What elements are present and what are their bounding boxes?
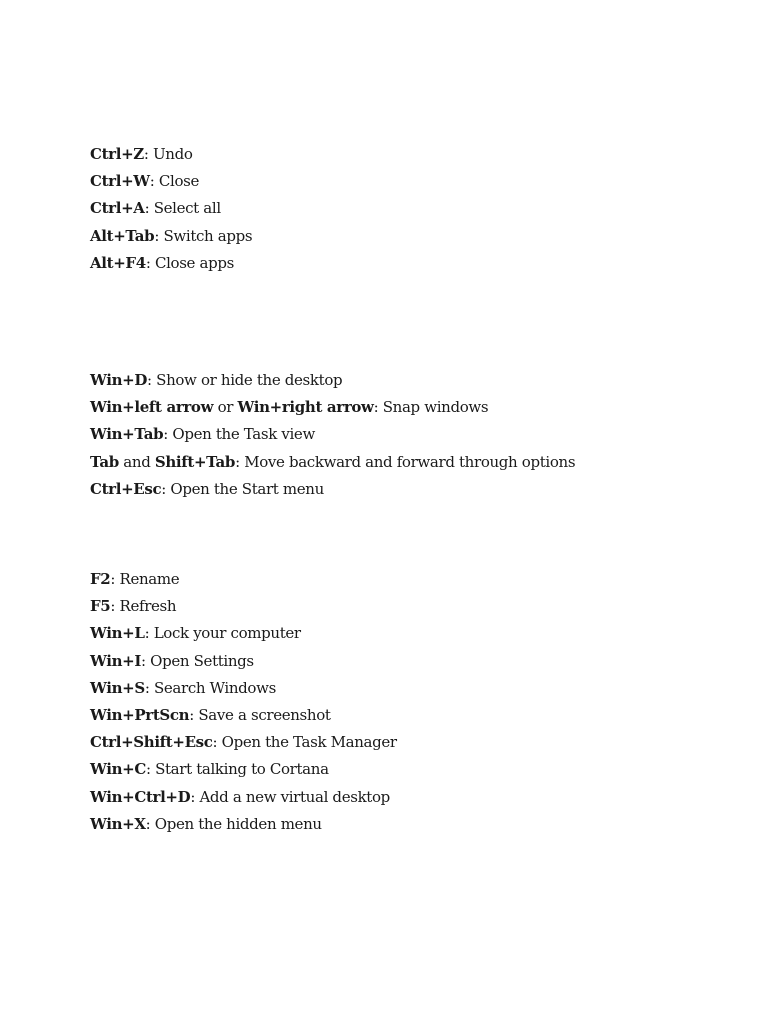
shortcut-keys: Ctrl+Shift+Esc — [90, 733, 213, 752]
connector-text: and — [118, 452, 155, 471]
shortcut-line — [90, 729, 397, 756]
shortcut-keys: Win+Tab — [90, 425, 164, 444]
shortcut-keys: Win+D — [90, 371, 148, 389]
separator: : — [161, 479, 171, 498]
separator: : — [110, 570, 120, 588]
shortcut-keys: F5 — [90, 597, 111, 616]
shortcut-line — [90, 394, 575, 421]
shortcut-description: Start talking to Cortana — [155, 760, 329, 779]
shortcut-line — [90, 168, 252, 195]
shortcut-description: Open the Task Manager — [221, 733, 397, 752]
shortcut-line — [90, 195, 252, 222]
shortcut-line — [90, 449, 575, 476]
separator: : — [149, 172, 159, 191]
separator: : — [141, 651, 151, 670]
shortcut-description: Open the Task view — [172, 425, 315, 444]
shortcut-section-windows — [90, 367, 575, 503]
shortcut-description: Rename — [119, 570, 180, 588]
shortcut-line — [90, 811, 397, 838]
shortcut-keys: Ctrl+A — [90, 199, 145, 218]
shortcut-keys: Win+Ctrl+D — [90, 787, 191, 806]
shortcut-line — [90, 702, 397, 729]
shortcut-line — [90, 421, 575, 448]
separator: : — [145, 253, 155, 272]
shortcut-description: Select all — [153, 199, 221, 218]
shortcut-keys: Ctrl+Z — [90, 145, 144, 163]
separator: : — [145, 814, 155, 833]
shortcut-line — [90, 756, 397, 783]
shortcut-description: Search Windows — [153, 678, 276, 697]
connector-text: or — [213, 398, 238, 417]
shortcut-description: Close — [158, 172, 200, 191]
shortcut-section-general — [90, 141, 252, 277]
separator: : — [235, 452, 245, 471]
separator: : — [143, 145, 154, 163]
shortcut-description: Add a new virtual desktop — [199, 787, 390, 806]
shortcut-line — [90, 784, 397, 811]
separator: : — [145, 760, 156, 779]
shortcut-line — [90, 250, 252, 277]
separator: : — [110, 597, 120, 616]
shortcut-keys: Win+I — [90, 651, 142, 670]
shortcut-line — [90, 675, 397, 702]
shortcut-keys: Win+S — [90, 678, 145, 697]
shortcut-description: Undo — [153, 145, 193, 163]
shortcut-description: Close apps — [154, 253, 234, 272]
shortcut-line — [90, 476, 575, 503]
shortcut-description: Switch apps — [163, 226, 253, 245]
shortcut-line — [90, 367, 575, 394]
shortcut-keys: F2 — [90, 570, 111, 588]
shortcut-keys-alt: Win+right arrow — [237, 398, 374, 417]
shortcut-keys: Win+left arrow — [90, 398, 214, 417]
shortcut-line — [90, 223, 252, 250]
shortcut-description: Snap windows — [382, 398, 489, 417]
shortcut-line — [90, 566, 397, 593]
shortcut-keys: Win+L — [90, 624, 145, 643]
shortcut-line — [90, 593, 397, 620]
separator: : — [144, 678, 154, 697]
shortcut-line — [90, 141, 252, 168]
shortcut-keys: Ctrl+W — [90, 172, 150, 191]
shortcut-description: Open the Start menu — [170, 479, 324, 498]
separator: : — [154, 226, 164, 245]
shortcut-line — [90, 648, 397, 675]
shortcut-keys-alt: Shift+Tab — [154, 452, 236, 471]
shortcut-line — [90, 620, 397, 647]
shortcut-keys: Win+PrtScn — [90, 705, 190, 724]
shortcut-description: Refresh — [119, 597, 177, 616]
shortcut-keys: Tab — [90, 452, 119, 471]
separator: : — [163, 425, 173, 444]
separator: : — [147, 371, 157, 389]
separator: : — [190, 787, 200, 806]
shortcut-keys: Alt+F4 — [90, 253, 146, 272]
shortcut-keys: Ctrl+Esc — [90, 479, 162, 498]
separator: : — [189, 705, 199, 724]
separator: : — [144, 624, 154, 643]
shortcut-section-system — [90, 566, 397, 838]
separator: : — [373, 398, 383, 417]
separator: : — [144, 199, 154, 218]
shortcut-description: Show or hide the desktop — [156, 371, 343, 389]
shortcut-description: Lock your computer — [153, 624, 301, 643]
shortcut-keys: Win+X — [90, 814, 146, 833]
shortcut-description: Open the hidden menu — [154, 814, 322, 833]
shortcut-keys: Alt+Tab — [90, 226, 155, 245]
shortcut-description: Open Settings — [150, 651, 254, 670]
separator: : — [212, 733, 222, 752]
shortcut-description: Save a screenshot — [198, 705, 331, 724]
shortcut-keys: Win+C — [90, 760, 146, 779]
shortcut-description: Move backward and forward through options — [244, 452, 576, 471]
